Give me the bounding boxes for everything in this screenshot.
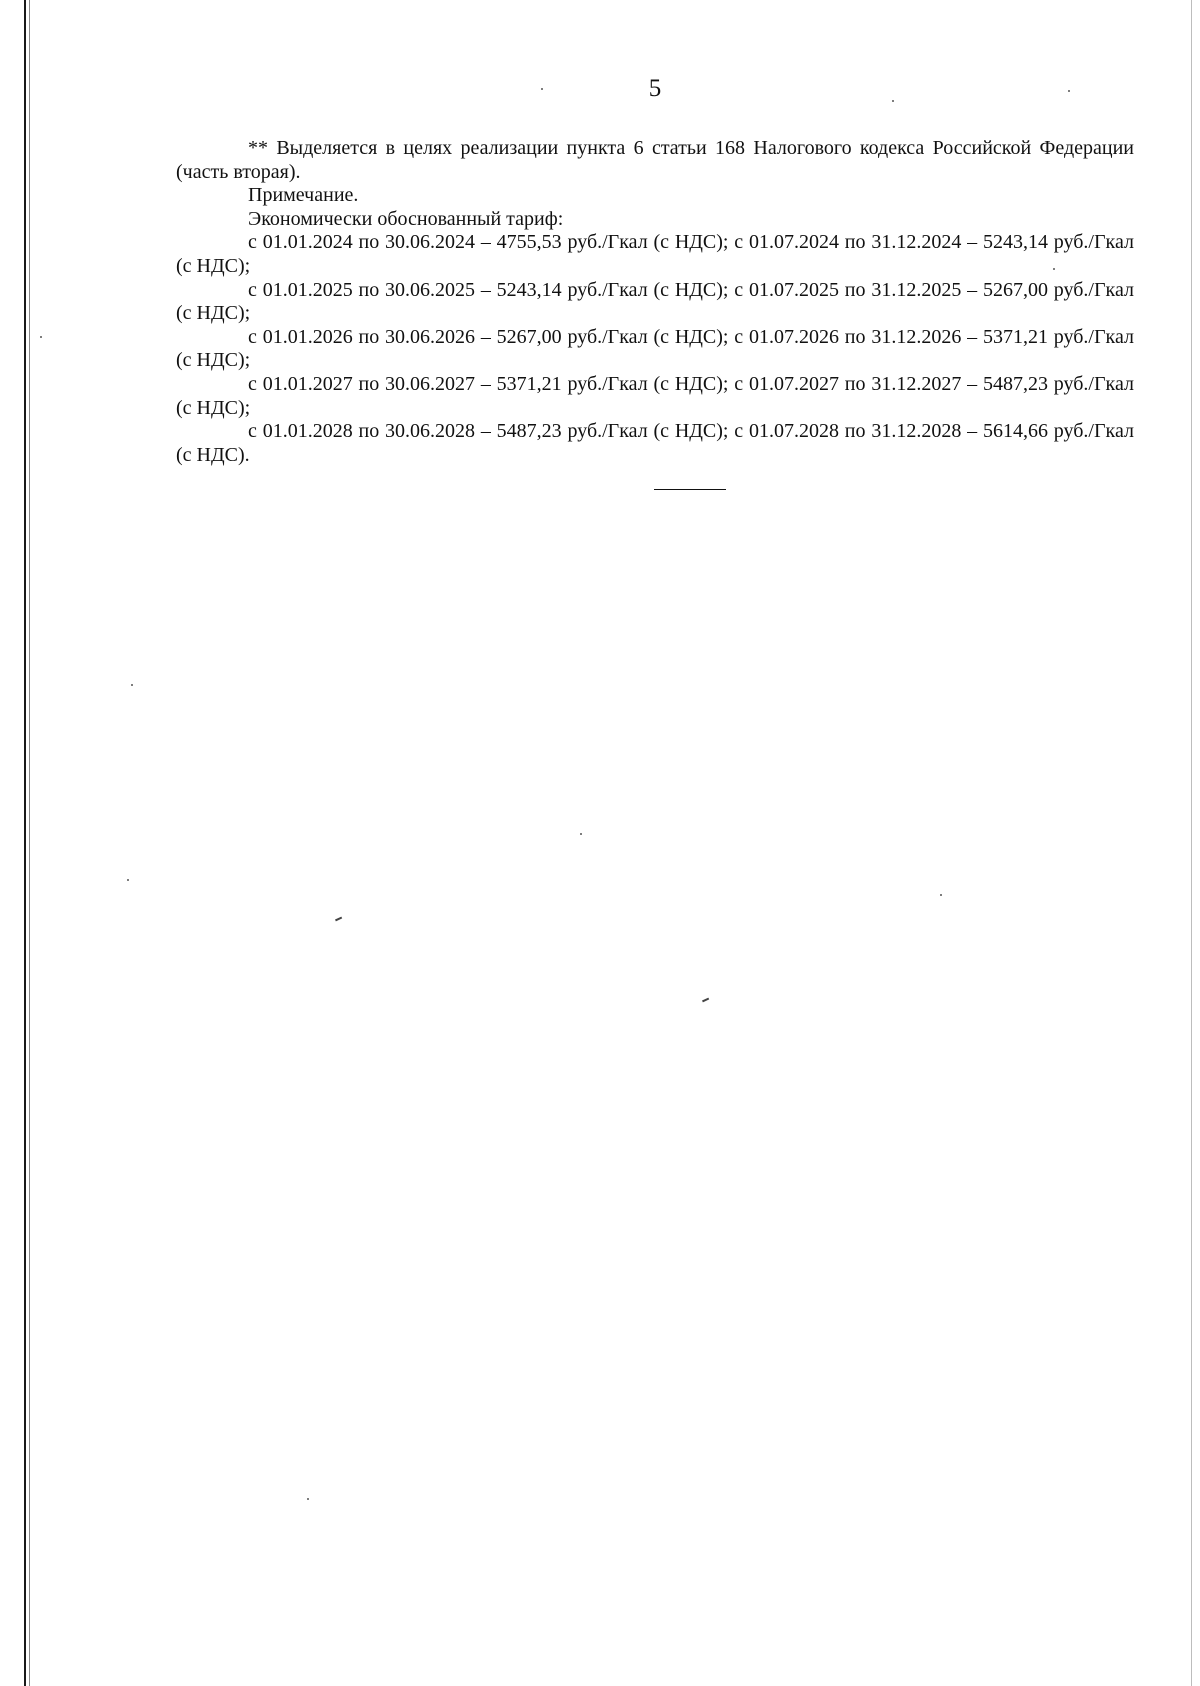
tariff-heading: Экономически обоснованный тариф:: [248, 207, 564, 230]
scan-mark: [335, 917, 342, 921]
tariff-line: с 01.01.2024 по 30.06.2024 – 4755,53 руб./Гкал (с НДС); с 01.07.2024 по 31.12.2024 – 5243,14 руб./Гкал (с НДС);: [176, 231, 1134, 277]
scan-speck: [1053, 268, 1055, 270]
scan-border-left-inner: [29, 0, 30, 1686]
scan-border-right: [1191, 0, 1192, 1686]
page-number: 5: [648, 75, 662, 102]
scan-speck: [1068, 90, 1070, 92]
note-heading: Примечание.: [248, 184, 359, 207]
tariff-line: с 01.01.2028 по 30.06.2028 – 5487,23 руб./Гкал (с НДС); с 01.07.2028 по 31.12.2028 – 5614,66 руб./Гкал (с НДС).: [176, 420, 1134, 466]
scan-speck: [580, 833, 582, 835]
tariff-line: с 01.01.2026 по 30.06.2026 – 5267,00 руб./Гкал (с НДС); с 01.07.2026 по 31.12.2026 – 5371,21 руб./Гкал (с НДС);: [176, 325, 1134, 372]
scan-speck: [40, 336, 42, 338]
document-body: [176, 137, 1134, 467]
scan-mark: [702, 998, 709, 1002]
tariff-line: с 01.01.2027 по 30.06.2027 – 5371,21 руб./Гкал (с НДС); с 01.07.2027 по 31.12.2027 – 5487,23 руб./Гкал (с НДС);: [176, 372, 1134, 419]
scan-speck: [127, 879, 129, 881]
scan-speck: [307, 1498, 309, 1500]
scan-speck: [541, 88, 543, 90]
scan-border-left: [24, 0, 26, 1686]
end-of-text-rule: [654, 489, 726, 490]
tariff-line: с 01.01.2025 по 30.06.2025 – 5243,14 руб./Гкал (с НДС); с 01.07.2025 по 31.12.2025 – 5267,00 руб./Гкал (с НДС);: [176, 278, 1134, 325]
scan-speck: [892, 100, 894, 102]
footnote-paragraph: ** Выделяется в целях реализации пункта 6 статьи 168 Налогового кодекса Российской Федерации (часть вторая).: [176, 137, 1134, 183]
scan-speck: [131, 684, 133, 686]
scan-speck: [940, 894, 942, 896]
